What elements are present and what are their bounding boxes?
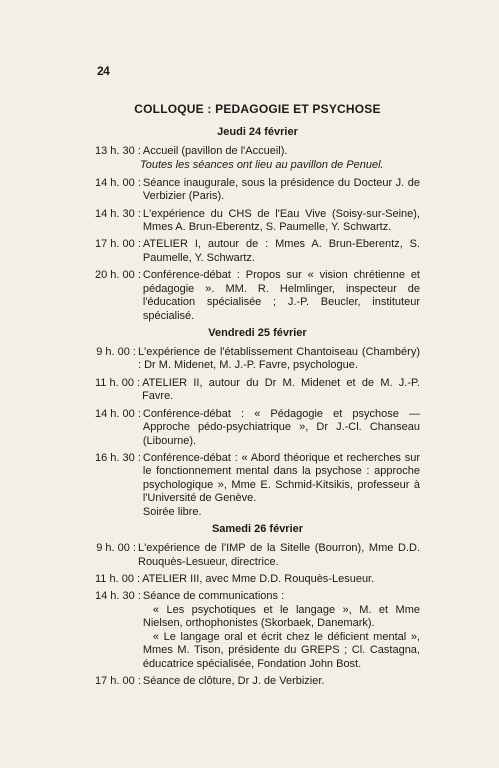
schedule-entry [95,408,420,449]
entry-time: 11 h. 00 : [95,376,141,389]
entry-time: 14 h. 00 : [95,176,141,189]
schedule-entry [95,208,420,235]
schedule-entry [95,177,420,204]
day-heading-saturday: Samedi 26 février [211,523,304,536]
entry-time: 13 h. 30 : [95,145,141,157]
entry-text: L'expérience de l'IMP de la Sitelle (Bourron), Mme D.D. Rouquès-Lesueur, directrice. [138,542,420,568]
schedule-entry [95,590,420,671]
schedule-entry [95,269,420,323]
entry-text: Accueil (pavillon de l'Accueil). [142,145,288,157]
schedule-entry [95,238,420,265]
schedule-entry [95,675,420,689]
schedule-entry [95,542,420,569]
communication-item: « Les psychotiques et le langage », M. et Mme Nielsen, orthophonistes (Skorbaek, Danemark). [142,603,420,630]
schedule-entry [95,573,420,587]
entry-text: Conférence-débat : « Abord théorique et recherches sur le fonctionnement mental dans la psychose : approche psychologique », Mme E. Schmid-Kitsikis, professeur à l'Université de Genève. [142,451,420,505]
entry-text: ATELIER I, autour de : Mmes A. Brun-Eberentz, S. Paumelle, Y. Schwartz. [142,238,420,264]
entry-time: 9 h. 00 : [96,542,136,555]
schedule-entry [95,452,420,520]
entry-text: Séance de communications : [142,590,285,603]
entry-text-block [143,452,420,520]
entry-time: 14 h. 00 : [95,407,141,420]
entry-text: L'expérience du CHS de l'Eau Vive (Soisy-sur-Seine), Mmes A. Brun-Eberentz, S. Paumelle, Y. Schwartz. [142,207,420,234]
entry-text: ATELIER III, avec Mme D.D. Rouquès-Lesueur. [142,572,375,585]
program-title: COLLOQUE : PEDAGOGIE ET PSYCHOSE [134,102,381,116]
entry-text: L'expérience de l'établissement Chantoiseau (Chambéry) : Dr M. Midenet, M. J.-P. Favre, psychologue. [138,345,420,372]
entry-time: 16 h. 30 : [95,451,141,464]
entry-time: 20 h. 00 : [95,269,141,282]
communication-item: « Le langage oral et écrit chez le déficient mental », Mmes M. Tison, présidente du GREPS ; Cl. Castagna, éducatrice spécialisée, Fondation John Bost. [142,630,420,670]
entry-time: 11 h. 00 : [95,572,141,585]
entry-text-block [143,590,420,671]
day-heading-thursday: Jeudi 24 février [217,126,298,138]
entry-extra: Soirée libre. [142,505,202,518]
entry-text: Conférence-débat : Propos sur « vision chrétienne et pédagogie ». MM. R. Helmlinger, inspecteur de l'éducation spécialisée ; J.-P. Beucler, instituteur spécialisé. [142,269,420,322]
day-heading-friday: Vendredi 25 février [208,326,307,339]
entry-time: 9 h. 00 : [96,345,136,358]
entry-time: 14 h. 30 : [95,590,141,603]
schedule-entry [95,377,420,404]
entry-text: Séance de clôture, Dr J. de Verbizier. [142,675,325,688]
entry-text: ATELIER II, autour du Dr M. Midenet et de M. J.-P. Favre. [142,376,420,403]
entry-time: 17 h. 00 : [95,238,141,251]
entry-note: Toutes les séances ont lieu au pavillon de Penuel. [140,159,384,172]
schedule-entry [95,346,420,373]
entry-time: 17 h. 00 : [95,675,141,688]
page-number: 24 [97,64,110,78]
entry-time: 14 h. 30 : [95,207,141,220]
entry-text: Conférence-débat : « Pédagogie et psychose — Approche pédo-psychiatrique », Dr J.-Cl. Chanseau (Libourne). [142,407,420,447]
program-content [95,102,420,692]
entry-text: Séance inaugurale, sous la présidence du Docteur J. de Verbizier (Paris). [142,176,420,203]
schedule-entry [95,145,420,159]
